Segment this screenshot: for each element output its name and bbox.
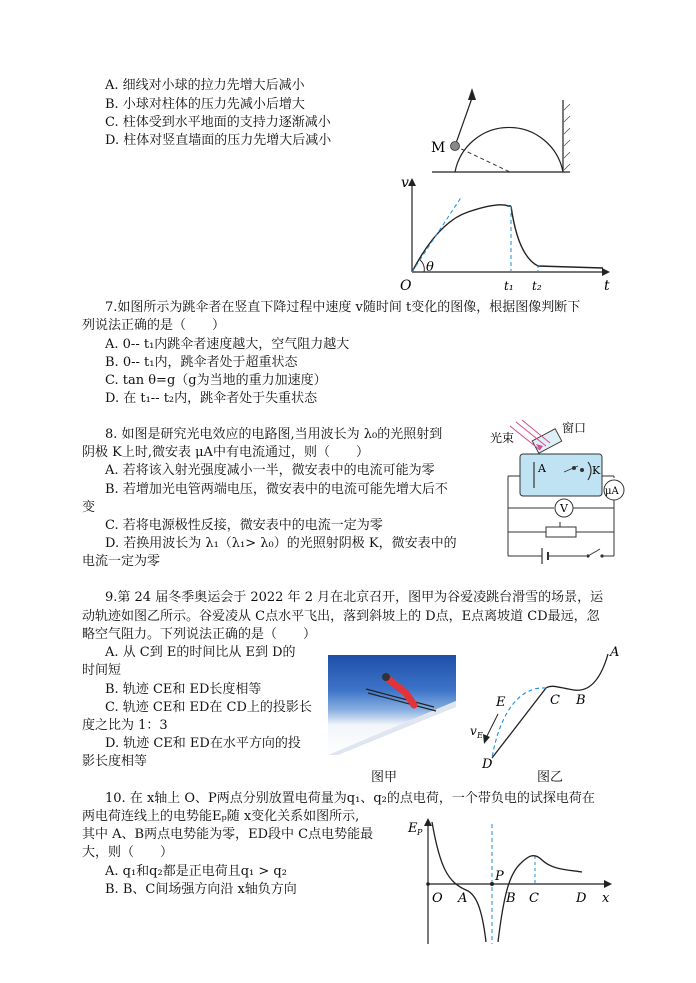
q8-option-d-cont: 电流一定为零: [82, 554, 161, 569]
q9-label-a: A: [610, 645, 620, 660]
q10-axis-ep-sub: P: [417, 828, 423, 837]
q7-t1: t₁: [504, 279, 514, 293]
q7-option-b: B. 0-- t₁内，跳伞者处于超重状态: [105, 355, 298, 370]
q10-stem-4: 大，则（ ）: [82, 845, 174, 860]
q7-t2: t₂: [532, 279, 542, 293]
q8-window-label: 窗口: [562, 421, 587, 435]
q9-label-e: E: [496, 695, 506, 710]
q9-option-b: B. 轨迹 CE和 ED长度相等: [105, 682, 262, 697]
q9-option-a-cont: 时间短: [82, 663, 122, 678]
q10-stem-2: 两电荷连线上的电势能Eₚ随 x变化关系如图所示,: [82, 809, 360, 824]
q8-option-d: D. 若换用波长为 λ₁（λ₁> λ₀）的光照射阴极 K，微安表中的: [105, 536, 457, 551]
q8-beam-label: 光束: [490, 431, 515, 445]
q9-label-ve: v: [470, 724, 477, 738]
q9-stem-1: 9.第 24 届冬季奥运会于 2022 年 2 月在北京召开，图甲为谷爱凌跳台滑雪的场景，运: [105, 590, 604, 605]
q7-vt-graph: [398, 172, 618, 297]
q6-option-c: C. 柱体受到水平地面的支持力逐渐减小: [105, 115, 331, 130]
q7-stem-1: 7.如图所示为跳伞者在竖直下降过程中速度 v随时间 t变化的图像，根据图像判断下: [105, 300, 581, 315]
q8-stem-1: 8. 如图是研究光电效应的电路图,当用波长为 λ₀的光照射到: [105, 427, 443, 442]
q9-label-b: B: [576, 693, 586, 708]
q10-label-a: A: [458, 891, 468, 906]
q9-option-a: A. 从 C到 E的时间比从 E到 D的: [105, 645, 296, 660]
q10-label-c: C: [529, 891, 539, 906]
q7-axis-v: v: [401, 175, 409, 191]
q9-caption-jia: 图甲: [371, 770, 398, 785]
q10-label-b: B: [506, 891, 516, 906]
q9-ski-jump-photo: [328, 655, 456, 755]
q8-cathode-label: K: [592, 464, 601, 477]
q8-stem-2: 阴极 K上时,微安表 μA中有电流通过，则（ ）: [82, 445, 369, 460]
q9-option-c-cont: 度之比为 1：3: [82, 718, 168, 733]
q6-label-m: M: [431, 140, 446, 156]
q10-label-d: D: [576, 891, 587, 906]
q9-label-ve-sub: E: [477, 731, 483, 740]
q10-label-p: P: [495, 869, 504, 884]
q8-option-b: B. 若增加光电管两端电压，微安表中的电流可能先增大后不: [105, 482, 448, 497]
q7-stem-2: 列说法正确的是（ ）: [82, 318, 226, 333]
q9-label-c: C: [550, 693, 560, 708]
q10-stem-3: 其中 A、B两点电势能为零，ED段中 C点电势能最: [82, 827, 374, 842]
q7-theta: θ: [426, 260, 434, 275]
q9-stem-2: 动轨迹如图乙所示。谷爱凌从 C点水平飞出，落到斜坡上的 D点，E点离坡道 CD最远，忽: [82, 609, 600, 624]
q10-stem-1: 10. 在 x轴上 O、P两点分别放置电荷量为q₁、q₂的点电荷，一个带负电的试探电荷在: [105, 791, 595, 806]
q8-circuit-figure: [490, 418, 630, 566]
q9-option-c: C. 轨迹 CE和 ED在 CD上的投影长: [105, 700, 312, 715]
q10-label-o: O: [432, 891, 443, 906]
q9-trajectory-figure: [470, 642, 620, 770]
q10-axis-x: x: [602, 891, 610, 906]
q8-voltmeter-label: V: [560, 502, 568, 515]
q10-option-a: A. q₁和q₂都是正电荷且q₁ > q₂: [105, 864, 287, 879]
q6-semicircle-figure: [420, 80, 580, 180]
q10-ep-graph: [402, 812, 616, 946]
q9-caption-yi: 图乙: [537, 770, 564, 785]
q7-origin: O: [400, 278, 412, 294]
q6-option-b: B. 小球对柱体的压力先减小后增大: [105, 97, 305, 112]
q6-option-a: A. 细线对小球的拉力先增大后减小: [105, 78, 305, 93]
q7-option-a: A. 0-- t₁内跳伞者速度越大，空气阻力越大: [105, 337, 350, 352]
q8-option-c: C. 若将电源极性反接，微安表中的电流一定为零: [105, 518, 383, 533]
q8-microammeter-label: μA: [605, 486, 619, 497]
q7-option-c: C. tan θ=g（g为当地的重力加速度）: [105, 373, 327, 388]
q7-axis-t: t: [604, 278, 610, 294]
q9-label-d: D: [482, 757, 493, 770]
q8-option-b-cont: 变: [82, 500, 96, 515]
q8-option-a: A. 若将该入射光强度减小一半，微安表中的电流可能为零: [105, 463, 435, 478]
q9-option-d-cont: 影长度相等: [82, 754, 148, 769]
q7-option-d: D. 在 t₁-- t₂内，跳伞者处于失重状态: [105, 391, 318, 406]
q8-anode-label: A: [538, 462, 546, 475]
q10-axis-ep: E: [408, 821, 418, 836]
q9-stem-3: 略空气阻力。下列说法正确的是（ ）: [82, 627, 317, 642]
q6-option-d: D. 柱体对竖直墙面的压力先增大后减小: [105, 133, 332, 148]
q9-option-d: D. 轨迹 CE和 ED在水平方向的投: [105, 736, 301, 751]
q10-option-b: B. B、C间场强方向沿 x轴负方向: [105, 882, 297, 897]
